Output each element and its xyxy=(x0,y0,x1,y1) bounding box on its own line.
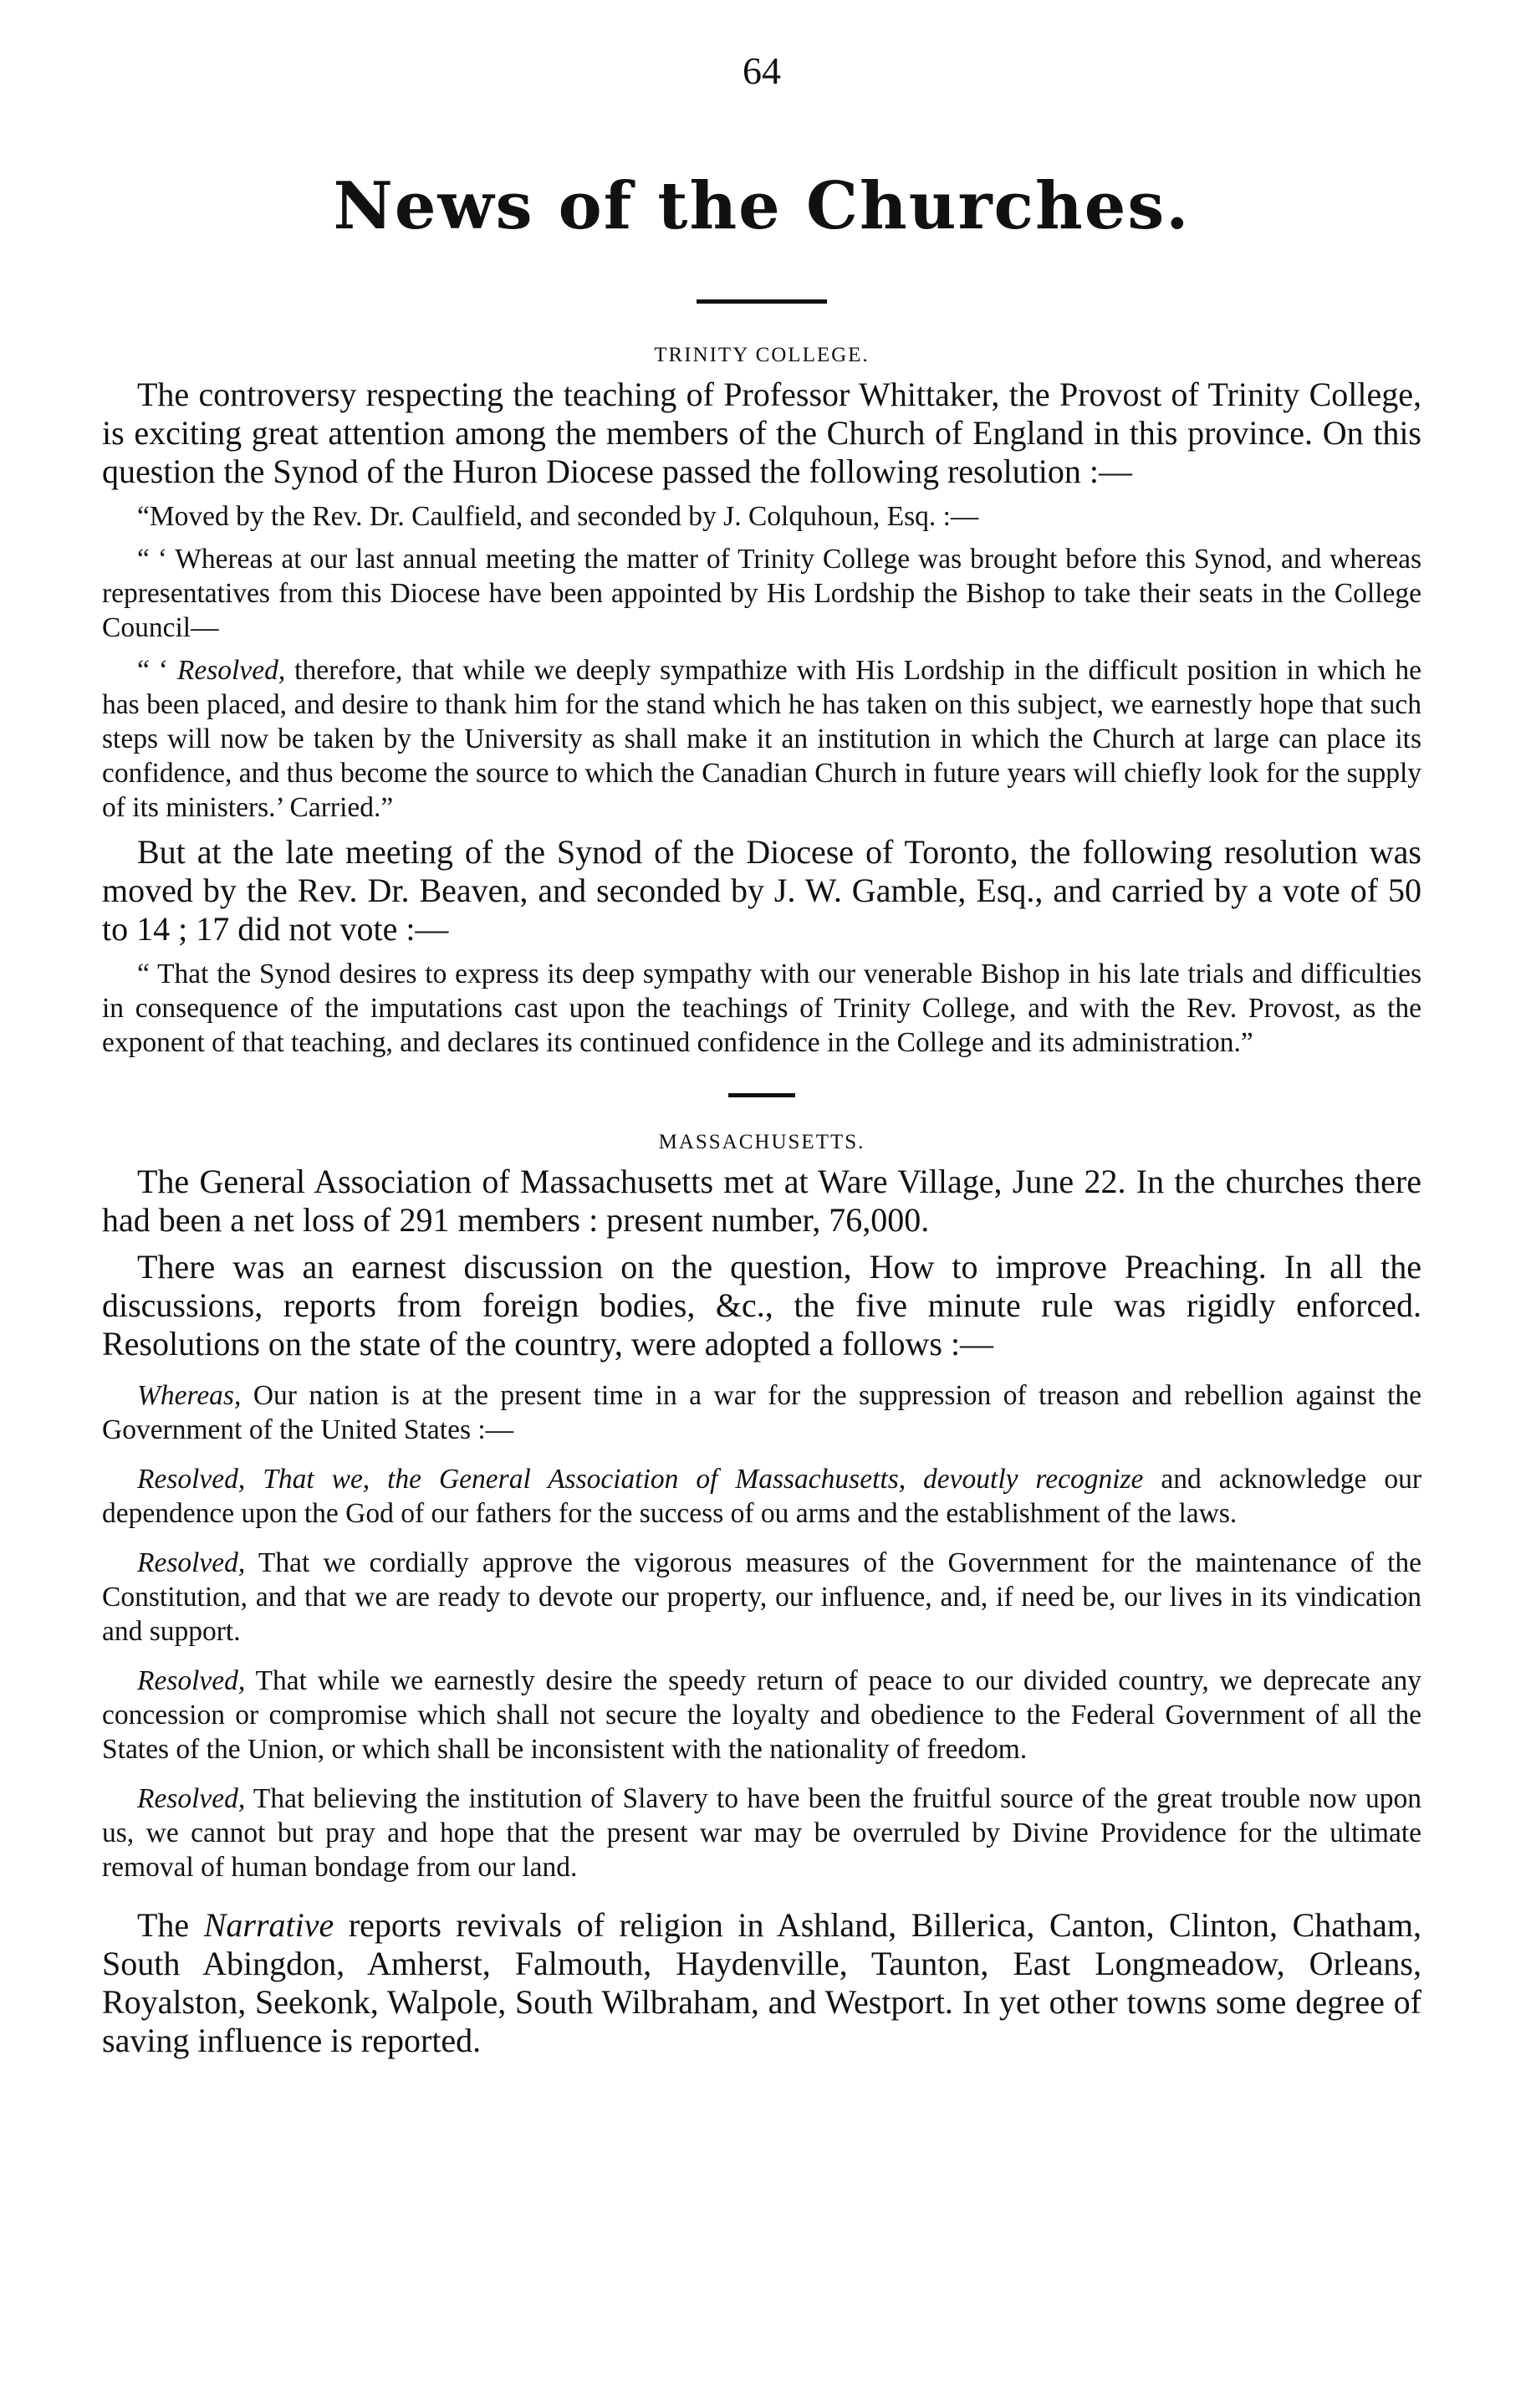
paragraph: But at the late meeting of the Synod of the Diocese of Toronto, the following resolution was moved by the Rev. Dr. Beaven, and seconded by J. W. Gamble, Esq., and carried by a vote of 50 to 14 ; 17 did not vote :— xyxy=(102,833,1421,948)
paragraph-text: reports revivals of religion in Ashland, Billerica, Canton, Clinton, Chatham, South Abingdon, Amherst, Falmouth, Haydenville, Taunton, East Longmeadow, Orleans, Royalston, Seekonk, Walpole, South Wilbraham, and Westport. In yet other towns some degree of saving influence is reported. xyxy=(102,1906,1422,2059)
resolved-label: Resolved, xyxy=(137,1464,246,1495)
quote-mark: “ ‘ xyxy=(137,655,177,686)
paragraph: The General Association of Massachusetts met at Ware Village, June 22. In the churches there had been a net loss of 291 members : present number, 76,000. xyxy=(102,1163,1421,1239)
paragraph: “ ‘ Whereas at our last annual meeting the matter of Trinity College was brought before this Synod, and whereas representatives from this Diocese have been appointed by His Lordship the Bishop to take their seats in the College Council— xyxy=(102,544,1421,643)
paragraph: There was an earnest discussion on the question, How to improve Preaching. In all the discussions, reports from foreign bodies, &c., the five minute rule was rigidly enforced. Resolutions on the state of the country, were adopted a follows :— xyxy=(102,1248,1421,1362)
narrative-title: Narrative xyxy=(203,1906,334,1944)
paragraph-text: therefore, that while we deeply sympathize with His Lordship in the difficult position in which he has been placed, and desire to thank him for the stand which he has taken on this subject, we earnestly hope that such steps will now be taken by the University as shall make it an institution in which the Church at large can place its confidence, and thus become the source to which the Canadian Church in future years will chiefly look for the supply of its ministers.’ Carried.” xyxy=(102,655,1421,823)
paragraph-text: Our nation is at the present time in a war for the suppression of treason and rebellion against the Government of the United States :— xyxy=(102,1380,1421,1445)
resolved-label: Resolved, xyxy=(176,655,286,686)
paragraph xyxy=(102,1664,1421,1766)
paragraph-text: and acknowledge our dependence upon the God of our fathers for the success of ou arms and the establishment of the laws. xyxy=(102,1464,1421,1529)
paragraph: The controversy respecting the teaching of Professor Whittaker, the Provost of Trinity College, is exciting great attention among the members of the Church of England in this province. On this question the Synod of the Huron Diocese passed the following resolution :— xyxy=(102,376,1421,490)
resolved-label: Resolved, xyxy=(137,1665,246,1696)
section-divider xyxy=(728,1093,795,1097)
paragraph: “Moved by the Rev. Dr. Caulfield, and seconded by J. Colquhoun, Esq. :— xyxy=(137,501,979,532)
paragraph xyxy=(102,653,1421,825)
italic-text: That we, the General Association of Massachusetts, devoutly recognize xyxy=(245,1464,1144,1495)
section-heading-trinity-college: TRINITY COLLEGE. xyxy=(654,344,870,366)
section-heading-massachusetts: MASSACHUSETTS. xyxy=(658,1131,865,1153)
resolved-label: Resolved, xyxy=(137,1783,246,1814)
paragraph xyxy=(102,1462,1421,1531)
paragraph-text: The xyxy=(137,1906,204,1944)
resolved-label: Resolved, xyxy=(137,1547,246,1578)
whereas-label: Whereas, xyxy=(137,1380,242,1411)
paragraph xyxy=(102,1378,1421,1447)
paragraph: “ That the Synod desires to express its deep sympathy with our venerable Bishop in his late trials and difficulties in consequence of the imputations cast upon the teachings of Trinity College, and with the Rev. Provost, as the exponent of that teaching, and declares its continued confidence in the College and its administration.” xyxy=(102,959,1421,1058)
title-divider xyxy=(697,299,827,304)
paragraph-text: That believing the institution of Slavery to have been the fruitful source of the great trouble now upon us, we cannot but pray and hope that the present war may be overruled by Divine Providence for the ultimate removal of human bondage from our land. xyxy=(102,1783,1421,1883)
page-number: 64 xyxy=(743,49,781,92)
paragraph xyxy=(102,1782,1421,1884)
paragraph xyxy=(102,1906,1421,2060)
paragraph xyxy=(102,1546,1421,1649)
page-title: News of the Churches. xyxy=(333,168,1191,244)
paragraph-text: That we cordially approve the vigorous measures of the Government for the maintenance of the Constitution, and that we are ready to devote our property, our influence, and, if need be, our lives in its vindication and support. xyxy=(102,1547,1421,1647)
paragraph-text: That while we earnestly desire the speedy return of peace to our divided country, we deprecate any concession or compromise which shall not secure the loyalty and obedience to the Federal Government of all the States of the Union, or which shall be inconsistent with the nationality of freedom. xyxy=(102,1665,1421,1765)
